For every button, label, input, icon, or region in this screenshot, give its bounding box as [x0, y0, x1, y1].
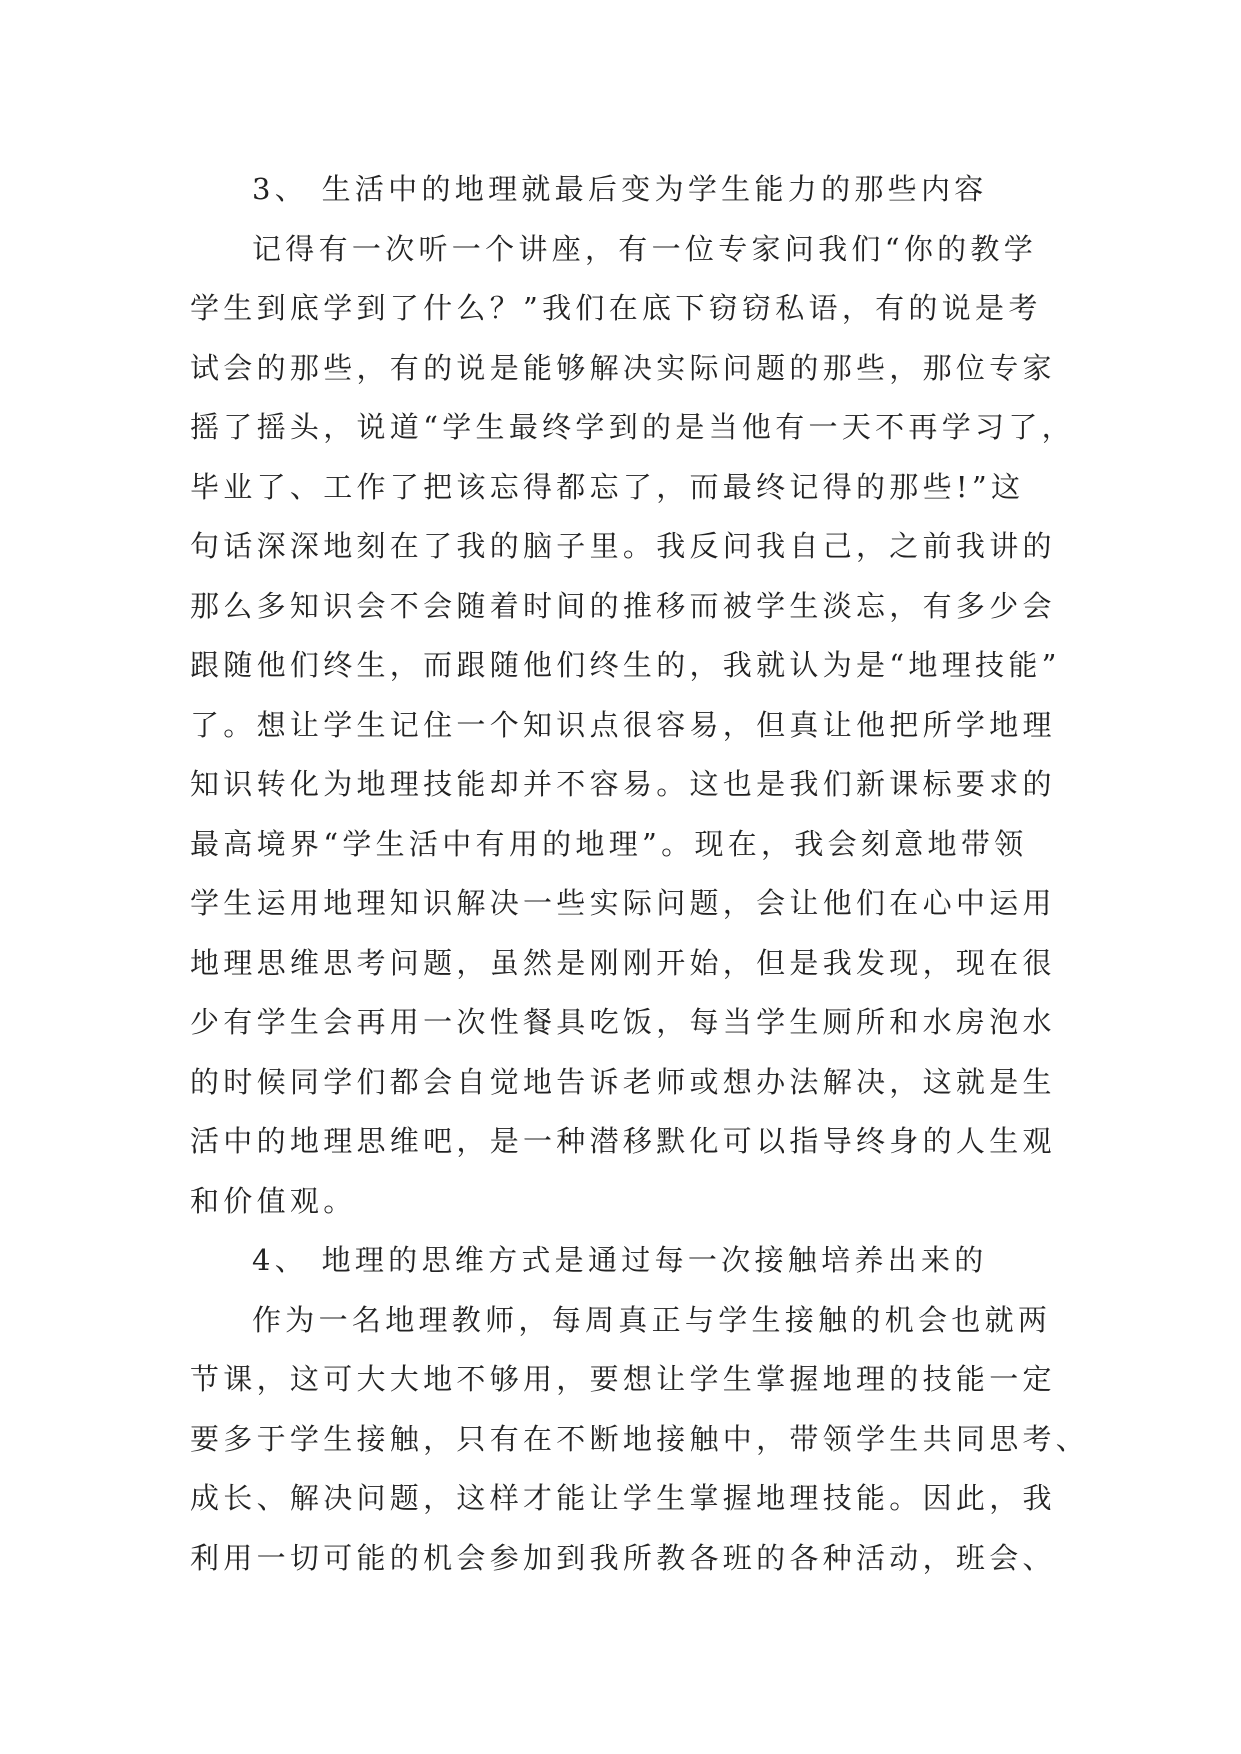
paragraph-first-line: 4、 地理的思维方式是通过每一次接触培养出来的: [252, 1243, 988, 1277]
paragraph-first-line: 作为一名地理教师，每周真正与学生接触的机会也就两: [252, 1302, 1052, 1337]
text-line: 跟随他们终生，而跟随他们终生的，我就认为是“地理技能”: [190, 648, 1061, 682]
text-line: 要多于学生接触，只有在不断地接触中，带领学生共同思考、: [190, 1421, 1090, 1456]
text-line: 的时候同学们都会自觉地告诉老师或想办法解决，这就是生: [190, 1064, 1056, 1099]
text-line: 摇了摇头，说道“学生最终学到的是当他有一天不再学习了，: [190, 410, 1075, 444]
text-line: 节课，这可大大地不够用，要想让学生掌握地理的技能一定: [190, 1362, 1056, 1396]
text-line: 成长、解决问题，这样才能让学生掌握地理技能。因此，我: [190, 1481, 1056, 1515]
text-line: 句话深深地刻在了我的脑子里。我反问我自己，之前我讲的: [190, 529, 1056, 563]
text-line: 那么多知识会不会随着时间的推移而被学生淡忘，有多少会: [190, 588, 1056, 623]
text-line: 毕业了、工作了把该忘得都忘了，而最终记得的那些!”这: [190, 469, 1025, 504]
text-line: 了。想让学生记住一个知识点很容易，但真让他把所学地理: [190, 707, 1056, 742]
text-line: 学生运用地理知识解决一些实际问题，会让他们在心中运用: [190, 886, 1056, 920]
body-text: [190, 160, 1090, 1588]
text-line: 活中的地理思维吧，是一种潜移默化可以指导终身的人生观: [190, 1124, 1056, 1158]
text-line: 利用一切可能的机会参加到我所教各班的各种活动，班会、: [190, 1540, 1056, 1575]
text-line: 最高境界“学生活中有用的地理”。现在，我会刻意地带领: [190, 826, 1028, 861]
text-line: 试会的那些，有的说是能够解决实际问题的那些，那位专家: [190, 350, 1056, 385]
paragraph-first-line: 3、 生活中的地理就最后变为学生能力的那些内容: [252, 172, 988, 206]
paragraph-first-line: 记得有一次听一个讲座，有一位专家问我们“你的教学: [252, 231, 1038, 266]
text-line: 少有学生会再用一次性餐具吃饭，每当学生厕所和水房泡水: [190, 1005, 1056, 1039]
text-line: 地理思维思考问题，虽然是刚刚开始，但是我发现，现在很: [190, 945, 1056, 980]
text-line: 学生到底学到了什么？”我们在底下窃窃私语，有的说是考: [190, 291, 1042, 325]
text-line: 和价值观。: [190, 1183, 357, 1218]
text-line: 知识转化为地理技能却并不容易。这也是我们新课标要求的: [190, 767, 1056, 801]
